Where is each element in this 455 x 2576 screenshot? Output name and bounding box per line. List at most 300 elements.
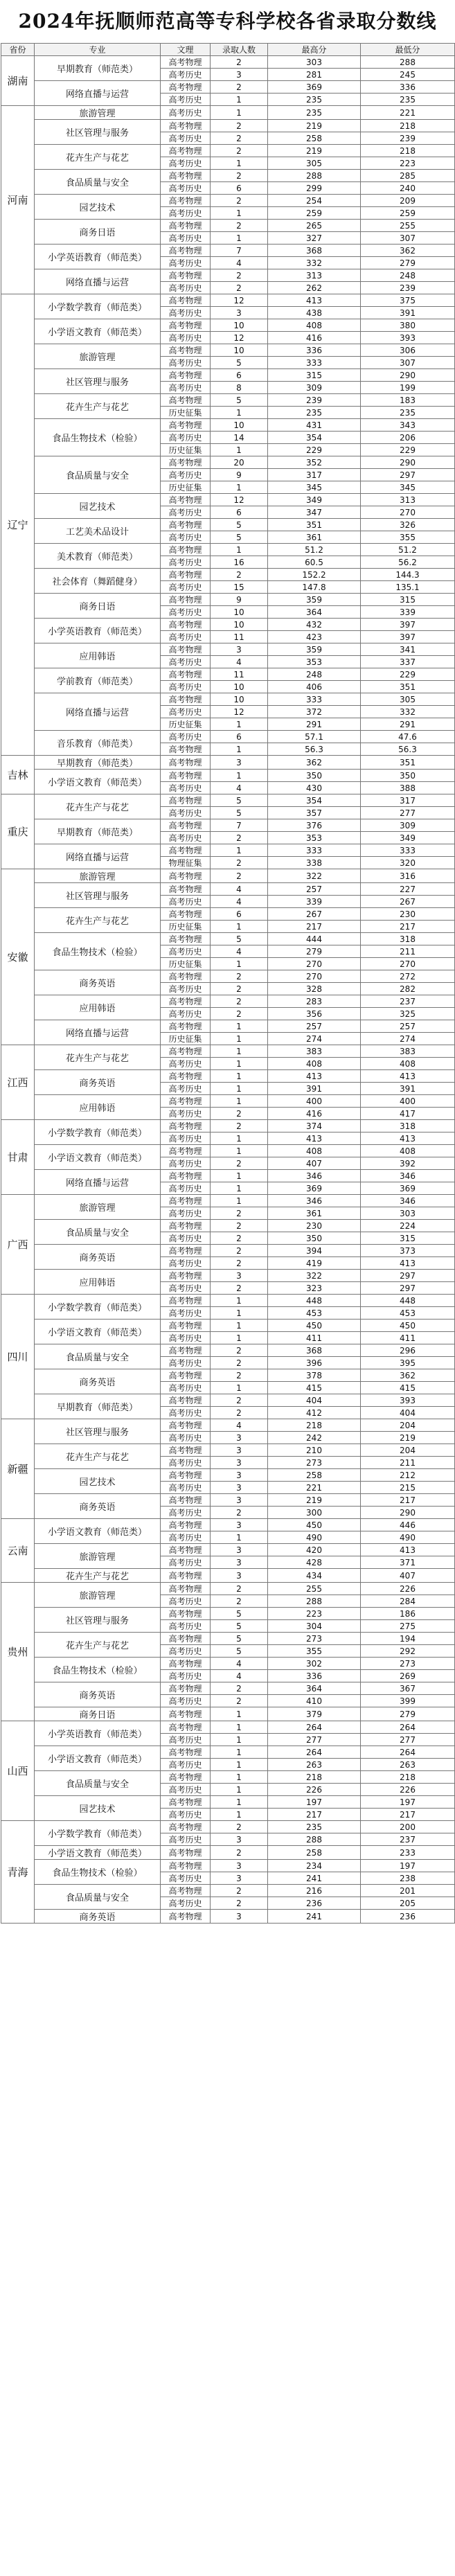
max-score-cell: 305 <box>268 157 361 170</box>
max-score-cell: 394 <box>268 1245 361 1257</box>
subject-cell: 高考物理 <box>161 419 211 432</box>
table-row <box>1 1045 455 1058</box>
table-row <box>1 1885 455 1897</box>
min-score-cell: 223 <box>361 157 455 170</box>
subject-cell: 高考历史 <box>161 832 211 844</box>
header-province: 省份 <box>1 44 35 56</box>
major-cell: 社区管理与服务 <box>35 1419 161 1444</box>
subject-cell: 高考历史 <box>161 1157 211 1170</box>
admitted-count-cell: 2 <box>211 81 268 94</box>
min-score-cell: 233 <box>361 1846 455 1860</box>
subject-cell: 高考历史 <box>161 1083 211 1095</box>
max-score-cell: 258 <box>268 1469 361 1482</box>
major-cell: 小学语文教育（师范类） <box>35 770 161 794</box>
min-score-cell: 239 <box>361 282 455 294</box>
admitted-count-cell: 4 <box>211 1658 268 1670</box>
max-score-cell: 438 <box>268 307 361 319</box>
subject-cell: 高考历史 <box>161 1482 211 1494</box>
max-score-cell: 327 <box>268 232 361 245</box>
min-score-cell: 183 <box>361 394 455 407</box>
admitted-count-cell: 2 <box>211 1369 268 1382</box>
max-score-cell: 408 <box>268 319 361 332</box>
min-score-cell: 290 <box>361 456 455 469</box>
min-score-cell: 349 <box>361 832 455 844</box>
subject-cell: 高考历史 <box>161 1809 211 1821</box>
table-row <box>1 1796 455 1809</box>
subject-cell: 高考历史 <box>161 983 211 995</box>
admitted-count-cell: 3 <box>211 1569 268 1583</box>
admitted-count-cell: 2 <box>211 1220 268 1232</box>
min-score-cell: 264 <box>361 1746 455 1759</box>
admitted-count-cell: 3 <box>211 1270 268 1282</box>
admitted-count-cell: 4 <box>211 883 268 896</box>
max-score-cell: 317 <box>268 469 361 481</box>
max-score-cell: 354 <box>268 794 361 807</box>
major-cell: 食品质量与安全 <box>35 1220 161 1245</box>
subject-cell: 高考历史 <box>161 1008 211 1020</box>
subject-cell: 高考物理 <box>161 933 211 945</box>
subject-cell: 高考物理 <box>161 1846 211 1860</box>
admitted-count-cell: 2 <box>211 132 268 145</box>
table-row <box>1 81 455 94</box>
max-score-cell: 368 <box>268 245 361 257</box>
subject-cell: 高考物理 <box>161 819 211 832</box>
max-score-cell: 361 <box>268 531 361 544</box>
min-score-cell: 393 <box>361 332 455 344</box>
table-row <box>1 1494 455 1507</box>
max-score-cell: 423 <box>268 631 361 643</box>
min-score-cell: 226 <box>361 1784 455 1796</box>
header-max-score: 最高分 <box>268 44 361 56</box>
major-cell: 小学语文教育（师范类） <box>35 1519 161 1544</box>
max-score-cell: 353 <box>268 656 361 668</box>
subject-cell: 高考历史 <box>161 656 211 668</box>
min-score-cell: 245 <box>361 69 455 81</box>
max-score-cell: 270 <box>268 970 361 983</box>
max-score-cell: 450 <box>268 1519 361 1531</box>
subject-cell: 高考历史 <box>161 681 211 693</box>
subject-cell: 高考历史 <box>161 382 211 394</box>
major-cell: 旅游管理 <box>35 1195 161 1220</box>
max-score-cell: 333 <box>268 693 361 706</box>
subject-cell: 高考历史 <box>161 807 211 819</box>
admitted-count-cell: 2 <box>211 170 268 182</box>
major-cell: 美术教育（师范类） <box>35 544 161 569</box>
min-score-cell: 388 <box>361 782 455 794</box>
admitted-count-cell: 1 <box>211 207 268 220</box>
min-score-cell: 201 <box>361 1885 455 1897</box>
max-score-cell: 413 <box>268 294 361 307</box>
max-score-cell: 258 <box>268 1846 361 1860</box>
admitted-count-cell: 2 <box>211 1344 268 1357</box>
min-score-cell: 316 <box>361 869 455 883</box>
min-score-cell: 237 <box>361 995 455 1008</box>
max-score-cell: 283 <box>268 995 361 1008</box>
major-cell: 应用韩语 <box>35 643 161 668</box>
admitted-count-cell: 1 <box>211 743 268 756</box>
table-row <box>1 933 455 945</box>
admitted-count-cell: 2 <box>211 569 268 581</box>
table-row <box>1 56 455 69</box>
subject-cell: 高考物理 <box>161 1270 211 1282</box>
min-score-cell: 307 <box>361 357 455 369</box>
table-row <box>1 1344 455 1357</box>
subject-cell: 高考物理 <box>161 1658 211 1670</box>
admitted-count-cell: 8 <box>211 382 268 394</box>
subject-cell: 历史征集 <box>161 407 211 419</box>
max-score-cell: 264 <box>268 1746 361 1759</box>
min-score-cell: 303 <box>361 1207 455 1220</box>
table-row <box>1 1070 455 1083</box>
admitted-count-cell: 2 <box>211 1407 268 1419</box>
major-cell: 应用韩语 <box>35 995 161 1020</box>
max-score-cell: 210 <box>268 1444 361 1457</box>
subject-cell: 高考物理 <box>161 844 211 857</box>
min-score-cell: 290 <box>361 369 455 382</box>
max-score-cell: 241 <box>268 1872 361 1885</box>
max-score-cell: 219 <box>268 145 361 157</box>
max-score-cell: 378 <box>268 1369 361 1382</box>
table-row <box>1 1910 455 1924</box>
subject-cell: 高考物理 <box>161 693 211 706</box>
min-score-cell: 320 <box>361 857 455 869</box>
min-score-cell: 206 <box>361 432 455 444</box>
subject-cell: 物理征集 <box>161 857 211 869</box>
table-row <box>1 643 455 656</box>
subject-cell: 高考物理 <box>161 1070 211 1083</box>
min-score-cell: 346 <box>361 1195 455 1207</box>
subject-cell: 高考历史 <box>161 606 211 619</box>
table-row <box>1 245 455 257</box>
max-score-cell: 56.3 <box>268 743 361 756</box>
admitted-count-cell: 1 <box>211 1033 268 1045</box>
min-score-cell: 290 <box>361 1507 455 1519</box>
max-score-cell: 218 <box>268 1419 361 1432</box>
subject-cell: 高考物理 <box>161 643 211 656</box>
table-row <box>1 1320 455 1332</box>
max-score-cell: 288 <box>268 1595 361 1608</box>
subject-cell: 高考历史 <box>161 1872 211 1885</box>
min-score-cell: 257 <box>361 1020 455 1033</box>
admitted-count-cell: 9 <box>211 594 268 606</box>
max-score-cell: 235 <box>268 1821 361 1833</box>
admitted-count-cell: 4 <box>211 945 268 958</box>
max-score-cell: 197 <box>268 1796 361 1809</box>
admitted-count-cell: 10 <box>211 419 268 432</box>
max-score-cell: 259 <box>268 207 361 220</box>
subject-cell: 高考物理 <box>161 1444 211 1457</box>
min-score-cell: 204 <box>361 1419 455 1432</box>
table-row <box>1 456 455 469</box>
admitted-count-cell: 2 <box>211 120 268 132</box>
major-cell: 花卉生产与花艺 <box>35 1569 161 1583</box>
max-score-cell: 383 <box>268 1045 361 1058</box>
max-score-cell: 408 <box>268 1058 361 1070</box>
max-score-cell: 248 <box>268 668 361 681</box>
max-score-cell: 369 <box>268 1182 361 1195</box>
max-score-cell: 262 <box>268 282 361 294</box>
table-row <box>1 908 455 921</box>
table-row <box>1 544 455 556</box>
province-cell: 新疆 <box>1 1419 35 1519</box>
min-score-cell: 399 <box>361 1695 455 1707</box>
header-major: 专业 <box>35 44 161 56</box>
subject-cell: 高考物理 <box>161 319 211 332</box>
province-cell: 江西 <box>1 1045 35 1120</box>
subject-cell: 高考历史 <box>161 945 211 958</box>
max-score-cell: 322 <box>268 869 361 883</box>
admitted-count-cell: 3 <box>211 69 268 81</box>
major-cell: 小学数学教育（师范类） <box>35 294 161 319</box>
min-score-cell: 218 <box>361 120 455 132</box>
max-score-cell: 304 <box>268 1620 361 1633</box>
major-cell: 社区管理与服务 <box>35 120 161 145</box>
major-cell: 食品质量与安全 <box>35 170 161 195</box>
max-score-cell: 339 <box>268 896 361 908</box>
min-score-cell: 235 <box>361 407 455 419</box>
max-score-cell: 263 <box>268 1759 361 1771</box>
table-row <box>1 1120 455 1132</box>
max-score-cell: 273 <box>268 1457 361 1469</box>
min-score-cell: 407 <box>361 1569 455 1583</box>
subject-cell: 高考物理 <box>161 394 211 407</box>
admitted-count-cell: 12 <box>211 706 268 718</box>
subject-cell: 高考历史 <box>161 1645 211 1658</box>
max-score-cell: 432 <box>268 619 361 631</box>
major-cell: 旅游管理 <box>35 344 161 369</box>
major-cell: 网络直播与运营 <box>35 1170 161 1195</box>
table-row <box>1 294 455 307</box>
table-row <box>1 819 455 832</box>
max-score-cell: 226 <box>268 1784 361 1796</box>
admitted-count-cell: 5 <box>211 531 268 544</box>
max-score-cell: 274 <box>268 1033 361 1045</box>
subject-cell: 高考物理 <box>161 1245 211 1257</box>
table-row <box>1 1608 455 1620</box>
min-score-cell: 383 <box>361 1045 455 1058</box>
table-row <box>1 195 455 207</box>
subject-cell: 高考物理 <box>161 1707 211 1721</box>
subject-cell: 高考历史 <box>161 69 211 81</box>
min-score-cell: 51.2 <box>361 544 455 556</box>
max-score-cell: 281 <box>268 69 361 81</box>
table-row <box>1 494 455 506</box>
min-score-cell: 318 <box>361 1120 455 1132</box>
table-row <box>1 1444 455 1457</box>
subject-cell: 高考物理 <box>161 1320 211 1332</box>
min-score-cell: 391 <box>361 1083 455 1095</box>
max-score-cell: 264 <box>268 1721 361 1734</box>
table-row <box>1 794 455 807</box>
max-score-cell: 235 <box>268 94 361 106</box>
max-score-cell: 415 <box>268 1382 361 1394</box>
subject-cell: 高考物理 <box>161 1821 211 1833</box>
admitted-count-cell: 2 <box>211 1897 268 1910</box>
min-score-cell: 453 <box>361 1307 455 1320</box>
major-cell: 花卉生产与花艺 <box>35 1633 161 1658</box>
major-cell: 旅游管理 <box>35 106 161 120</box>
major-cell: 小学数学教育（师范类） <box>35 1295 161 1320</box>
admitted-count-cell: 11 <box>211 668 268 681</box>
admitted-count-cell: 1 <box>211 1145 268 1157</box>
major-cell: 应用韩语 <box>35 1270 161 1295</box>
major-cell: 食品生物技术（检验） <box>35 933 161 970</box>
admitted-count-cell: 4 <box>211 656 268 668</box>
major-cell: 早期教育（师范类） <box>35 56 161 81</box>
min-score-cell: 219 <box>361 1432 455 1444</box>
min-score-cell: 56.2 <box>361 556 455 569</box>
min-score-cell: 279 <box>361 257 455 269</box>
table-row <box>1 170 455 182</box>
province-cell: 湖南 <box>1 56 35 106</box>
admitted-count-cell: 2 <box>211 1885 268 1897</box>
min-score-cell: 446 <box>361 1519 455 1531</box>
admitted-count-cell: 3 <box>211 1556 268 1569</box>
admitted-count-cell: 5 <box>211 933 268 945</box>
max-score-cell: 60.5 <box>268 556 361 569</box>
subject-cell: 高考历史 <box>161 1432 211 1444</box>
admitted-count-cell: 10 <box>211 606 268 619</box>
page-title: 2024年抚顺师范高等专科学校各省录取分数线 <box>18 10 437 33</box>
subject-cell: 高考历史 <box>161 1897 211 1910</box>
max-score-cell: 357 <box>268 807 361 819</box>
admitted-count-cell: 4 <box>211 1419 268 1432</box>
admitted-count-cell: 2 <box>211 869 268 883</box>
admitted-count-cell: 1 <box>211 1734 268 1746</box>
max-score-cell: 300 <box>268 1507 361 1519</box>
subject-cell: 高考物理 <box>161 1419 211 1432</box>
admitted-count-cell: 3 <box>211 643 268 656</box>
subject-cell: 历史征集 <box>161 958 211 970</box>
subject-cell: 高考物理 <box>161 1519 211 1531</box>
subject-cell: 高考物理 <box>161 995 211 1008</box>
max-score-cell: 254 <box>268 195 361 207</box>
max-score-cell: 372 <box>268 706 361 718</box>
subject-cell: 高考历史 <box>161 1734 211 1746</box>
max-score-cell: 406 <box>268 681 361 693</box>
max-score-cell: 303 <box>268 56 361 69</box>
max-score-cell: 368 <box>268 1344 361 1357</box>
max-score-cell: 355 <box>268 1645 361 1658</box>
major-cell: 商务英语 <box>35 1494 161 1519</box>
province-cell: 安徽 <box>1 869 35 1045</box>
max-score-cell: 216 <box>268 1885 361 1897</box>
table-row <box>1 1821 455 1833</box>
max-score-cell: 333 <box>268 844 361 857</box>
major-cell: 商务英语 <box>35 1070 161 1095</box>
min-score-cell: 240 <box>361 182 455 195</box>
table-row <box>1 1095 455 1108</box>
max-score-cell: 258 <box>268 132 361 145</box>
min-score-cell: 297 <box>361 469 455 481</box>
min-score-cell: 56.3 <box>361 743 455 756</box>
max-score-cell: 345 <box>268 481 361 494</box>
admitted-count-cell: 2 <box>211 1008 268 1020</box>
max-score-cell: 434 <box>268 1569 361 1583</box>
admitted-count-cell: 6 <box>211 506 268 519</box>
max-score-cell: 235 <box>268 407 361 419</box>
table-row <box>1 1682 455 1695</box>
max-score-cell: 410 <box>268 1695 361 1707</box>
min-score-cell: 306 <box>361 344 455 357</box>
admitted-count-cell: 6 <box>211 908 268 921</box>
admitted-count-cell: 5 <box>211 357 268 369</box>
min-score-cell: 239 <box>361 132 455 145</box>
header-subject: 文理 <box>161 44 211 56</box>
province-cell: 青海 <box>1 1821 35 1924</box>
max-score-cell: 431 <box>268 419 361 432</box>
admitted-count-cell: 1 <box>211 1809 268 1821</box>
min-score-cell: 199 <box>361 382 455 394</box>
admitted-count-cell: 3 <box>211 1482 268 1494</box>
min-score-cell: 263 <box>361 1759 455 1771</box>
admitted-count-cell: 5 <box>211 1645 268 1658</box>
major-cell: 商务英语 <box>35 1682 161 1707</box>
major-cell: 花卉生产与花艺 <box>35 1444 161 1469</box>
province-cell: 甘肃 <box>1 1120 35 1195</box>
table-row <box>1 1658 455 1670</box>
admitted-count-cell: 1 <box>211 1295 268 1307</box>
subject-cell: 高考物理 <box>161 1910 211 1924</box>
max-score-cell: 217 <box>268 921 361 933</box>
max-score-cell: 299 <box>268 182 361 195</box>
max-score-cell: 57.1 <box>268 731 361 743</box>
major-cell: 商务英语 <box>35 1910 161 1924</box>
min-score-cell: 197 <box>361 1860 455 1872</box>
major-cell: 食品质量与安全 <box>35 1344 161 1369</box>
min-score-cell: 351 <box>361 681 455 693</box>
major-cell: 网络直播与运营 <box>35 81 161 106</box>
subject-cell: 高考历史 <box>161 1695 211 1707</box>
subject-cell: 高考历史 <box>161 706 211 718</box>
min-score-cell: 212 <box>361 1469 455 1482</box>
admitted-count-cell: 1 <box>211 1095 268 1108</box>
min-score-cell: 47.6 <box>361 731 455 743</box>
max-score-cell: 450 <box>268 1320 361 1332</box>
min-score-cell: 392 <box>361 1157 455 1170</box>
max-score-cell: 229 <box>268 444 361 456</box>
min-score-cell: 326 <box>361 519 455 531</box>
table-row <box>1 970 455 983</box>
subject-cell: 高考历史 <box>161 731 211 743</box>
min-score-cell: 227 <box>361 883 455 896</box>
min-score-cell: 270 <box>361 506 455 519</box>
major-cell: 商务英语 <box>35 1369 161 1394</box>
admitted-count-cell: 2 <box>211 195 268 207</box>
admitted-count-cell: 2 <box>211 145 268 157</box>
admitted-count-cell: 2 <box>211 1846 268 1860</box>
subject-cell: 高考历史 <box>161 1595 211 1608</box>
max-score-cell: 288 <box>268 170 361 182</box>
min-score-cell: 275 <box>361 1620 455 1633</box>
subject-cell: 高考历史 <box>161 1556 211 1569</box>
admitted-count-cell: 2 <box>211 1257 268 1270</box>
table-row <box>1 1746 455 1759</box>
max-score-cell: 356 <box>268 1008 361 1020</box>
max-score-cell: 255 <box>268 1583 361 1595</box>
max-score-cell: 346 <box>268 1195 361 1207</box>
table-row <box>1 1145 455 1157</box>
admitted-count-cell: 1 <box>211 1746 268 1759</box>
major-cell: 早期教育（师范类） <box>35 756 161 770</box>
min-score-cell: 186 <box>361 1608 455 1620</box>
subject-cell: 高考物理 <box>161 1608 211 1620</box>
min-score-cell: 362 <box>361 245 455 257</box>
subject-cell: 高考物理 <box>161 1369 211 1382</box>
subject-cell: 历史征集 <box>161 1033 211 1045</box>
subject-cell: 高考历史 <box>161 1382 211 1394</box>
subject-cell: 高考物理 <box>161 81 211 94</box>
